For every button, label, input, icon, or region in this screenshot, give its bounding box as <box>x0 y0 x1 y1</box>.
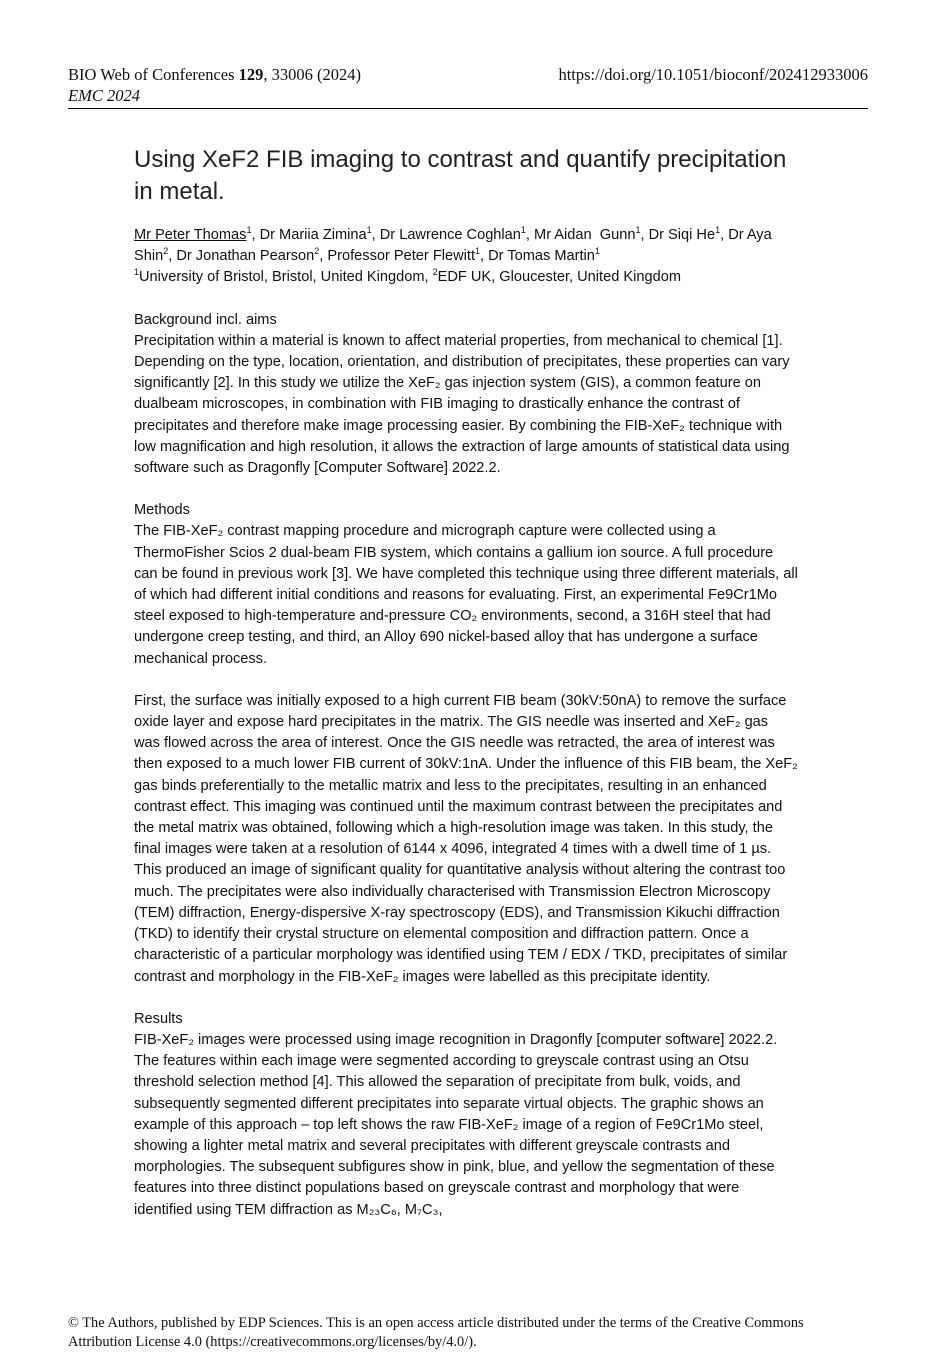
author-name: Dr Aya Shin <box>134 227 772 265</box>
author-affiliation-mark: 1 <box>635 225 641 236</box>
author-name: Mr Aidan Gunn <box>534 227 636 243</box>
author-affiliation-mark: 1 <box>594 246 600 257</box>
doi-link[interactable]: https://doi.org/10.1051/bioconf/202412933006 <box>558 65 868 84</box>
paragraph: Precipitation within a material is known to affect material properties, from mechanical to chemical [1]. Depending on the type, location, orientation, and distribution of precipitates, these properties can vary significantly [2]. In this study we utilize the XeF₂ gas injection system (GIS), a common feature on dualbeam microscopes, in combination with FIB imaging to drastically enhance the contrast of precipitates and therefore make image processing easier. By combining the FIB-XeF₂ technique with low magnification and high resolution, it allows the extraction of large amounts of statistical data using software such as Dragonfly [Computer Software] 2022.2. <box>134 332 790 477</box>
journal-volume: 129 <box>238 65 264 84</box>
author-name: Dr Tomas Martin <box>488 248 595 265</box>
affiliation-text: University of Bristol, Bristol, United Kingdom, <box>139 269 433 286</box>
paper-body <box>134 144 798 1221</box>
conference-name: EMC 2024 <box>68 86 140 105</box>
affiliation-text: EDF UK, Gloucester, United Kingdom <box>437 269 681 286</box>
paper-title: Using XeF2 FIB imaging to contrast and quantify precipitation in metal. <box>134 146 787 205</box>
article-number-year: , 33006 (2024) <box>263 65 362 84</box>
author-separator: , <box>720 227 729 243</box>
author-separator: , <box>640 227 649 243</box>
paragraph: The FIB-XeF₂ contrast mapping procedure and micrograph capture were collected using a ThermoFisher Scios 2 dual-beam FIB system, which contains a gallium ion source. A full procedure can be found in previous work [3]. We have completed this technique using three different materials, all of which had different initial conditions and reasons for evaluating. First, an experimental Fe9Cr1Mo steel exposed to high-temperature and-pressure CO₂ environments, second, a 316H steel that had undergone creep testing, and third, an Alloy 690 nickel-based alloy that has undergone a surface mechanical process. <box>134 523 798 667</box>
author-separator: , <box>251 227 260 243</box>
journal-name: BIO Web of Conferences <box>68 65 235 84</box>
author-affiliation-mark: 1 <box>520 225 526 236</box>
affiliation-mark: 2 <box>432 267 438 278</box>
author-name: Mr Peter Thomas <box>134 227 247 243</box>
author-name: Dr Jonathan Pearson <box>176 248 315 265</box>
author-name: Dr Siqi He <box>648 227 716 243</box>
affiliations <box>134 267 798 288</box>
license-footer: © The Authors, published by EDP Sciences. This is an open access article distributed under the terms of the Creative Commons Attribution License 4.0 (https://creativecommons.org/licenses/by/4.0/). <box>68 1315 804 1350</box>
author-name: Dr Mariia Zimina <box>259 227 367 243</box>
section-heading: Background incl. aims <box>134 311 277 328</box>
section-heading: Results <box>134 1010 183 1027</box>
author-name: Professor Peter Flewitt <box>327 248 475 265</box>
author-name: Dr Lawrence Coghlan <box>379 227 521 243</box>
author-separator: , <box>480 248 489 265</box>
author-affiliation-mark: 2 <box>314 246 320 257</box>
section-background <box>134 310 798 480</box>
section-heading: Methods <box>134 502 190 519</box>
author-separator: , <box>168 248 177 265</box>
author-separator: , <box>371 227 380 243</box>
running-header <box>68 64 868 109</box>
section-methods <box>134 500 798 987</box>
author-affiliation-mark: 1 <box>246 225 252 236</box>
paragraph: First, the surface was initially exposed to a high current FIB beam (30kV:50nA) to remove the surface oxide layer and expose hard precipitates in the matrix. The GIS needle was inserted and XeF₂ gas was flowed across the area of interest. Once the GIS needle was retracted, the area of interest was then exposed to a much lower FIB current of 30kV:1nA. Under the influence of this FIB beam, the XeF₂ gas binds preferentially to the metallic matrix and less to the precipitates, resulting in an enhanced contrast effect. This imaging was continued until the maximum contrast between the precipitates and the metal matrix was obtained, following which a high-resolution image was taken. In this study, the final images were taken at a resolution of 6144 x 4096, integrated 4 times with a dwell time of 1 µs. This produced an image of significant quality for quantitative analysis without altering the contrast too much. The precipitates were also individually characterised with Transmission Electron Microscopy (TEM) diffraction, Energy-dispersive X-ray spectroscopy (EDS), and Transmission Kikuchi diffraction (TKD) to identify their crystal structure on elemental composition and diffraction pattern. Once a characteristic of a particular morphology was identified using TEM / EDX / TKD, precipitates of similar contrast and morphology in the FIB-XeF₂ images were labelled as this precipitate identity. <box>134 692 798 985</box>
author-affiliation-mark: 1 <box>715 225 721 236</box>
author-affiliation-mark: 1 <box>475 246 481 257</box>
journal-citation <box>68 64 361 106</box>
author-separator: , <box>319 248 328 265</box>
paragraph: FIB-XeF₂ images were processed using image recognition in Dragonfly [computer software] 2022.2. The features within each image were segmented according to greyscale contrast using an Otsu threshold selection method [4]. This allowed the separation of precipitate from bulk, voids, and subsequently segmented different precipitates into separate virtual objects. The graphic shows an example of this approach – top left shows the raw FIB-XeF₂ image of a region of Fe9Cr1Mo steel, showing a lighter metal matrix and several precipitates with different greyscale contrasts and morphologies. The subsequent subfigures show in pink, blue, and yellow the segmentation of these features into three distinct populations based on greyscale contrast and morphology that were identified using TEM diffraction as M₂₃C₆, M₇C₃, <box>134 1031 778 1218</box>
author-separator: , <box>525 227 535 243</box>
affiliation-mark: 1 <box>134 267 140 278</box>
section-results <box>134 1009 798 1221</box>
author-affiliation-mark: 1 <box>366 225 372 236</box>
author-affiliation-mark: 2 <box>163 246 169 257</box>
author-list <box>134 225 798 267</box>
